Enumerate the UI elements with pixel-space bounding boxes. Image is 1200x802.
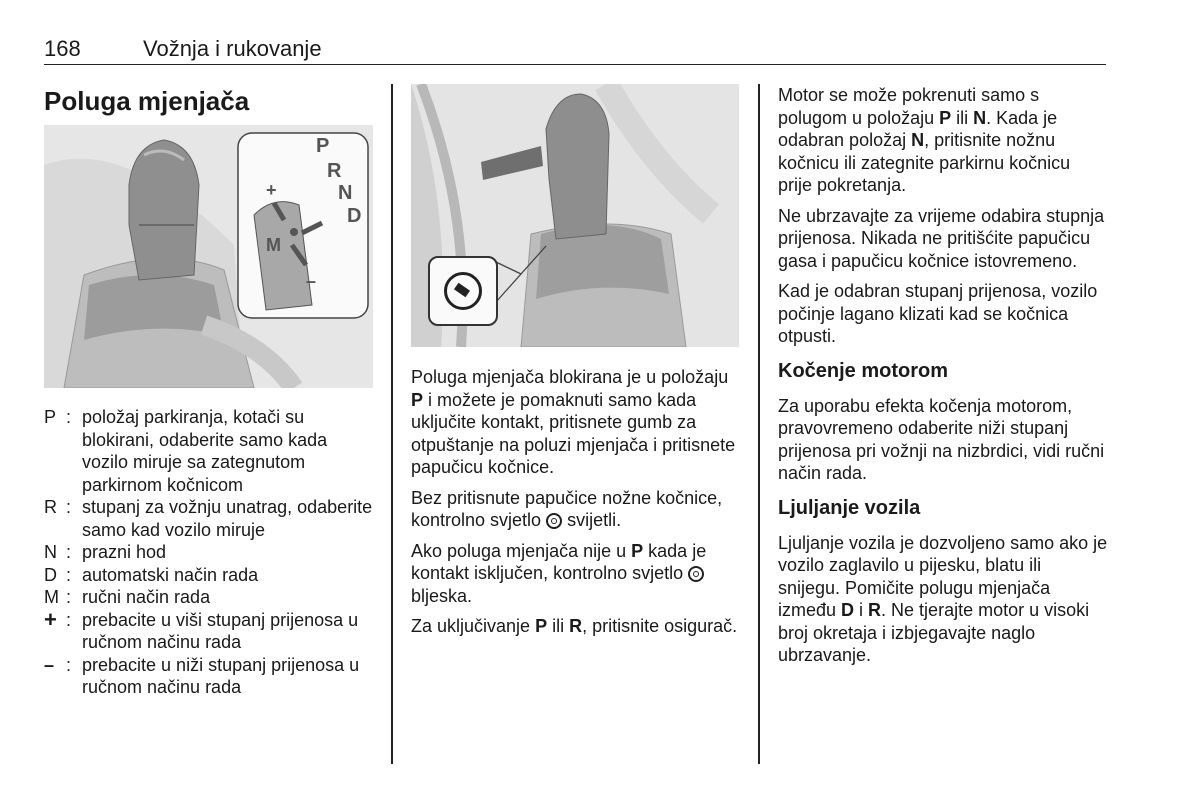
legend-text: ručni način rada xyxy=(82,587,211,607)
gear-position-legend xyxy=(44,406,374,699)
middle-column-text xyxy=(411,366,741,646)
brake-warning-icon xyxy=(428,256,498,326)
legend-key: R xyxy=(44,497,57,517)
legend-key: M xyxy=(44,587,59,607)
paragraph: Ne ubrzavajte za vrijeme odabira stupnja prijenosa. Nikada ne pritišćite papučicu gasa i papučicu kočnice istovremeno. xyxy=(778,205,1105,271)
legend-key: – xyxy=(44,654,55,675)
legend-text: automatski način rada xyxy=(82,564,259,585)
paragraph: Bez pritisnute papučice nožne kočnice, kontrolno svjetlo svijetli. xyxy=(411,487,723,530)
legend-item: + : prebacite u viši stupanj prijenosa u ručnom načinu rada xyxy=(44,609,374,654)
legend-item: – : prebacite u niži stupanj prijenosa u ručnom načinu rada xyxy=(44,654,374,699)
legend-text: prazni hod xyxy=(82,542,167,562)
gear-lever-figure xyxy=(44,125,373,388)
legend-item: R : stupanj za vožnju unatrag, odaberite samo kad vozilo miruje xyxy=(44,497,373,540)
legend-text: prebacite u viši stupanj prijenosa u ručnom načinu rada xyxy=(82,609,359,652)
legend-key: N xyxy=(44,542,57,562)
paragraph: Za uključivanje P ili R, pritisnite osigurač. xyxy=(411,616,738,636)
paragraph: Za uporabu efekta kočenja motorom, pravovremeno odaberite niži stupanj prijenosa pri vožnji na nizbrdici, vidi ručni način rada. xyxy=(778,395,1105,483)
column-divider-right xyxy=(758,84,760,764)
paragraph: Poluga mjenjača blokirana je u položaju P i možete je pomaknuti samo kada uključite kontakt, pritisnete gumb za otpuštanje na poluzi mjenjača i pritisnete papučicu kočnice. xyxy=(411,367,736,477)
brake-indicator-icon xyxy=(688,566,704,582)
figure-label-m: M xyxy=(266,235,281,255)
legend-text: položaj parkiranja, kotači su blokirani, odaberite samo kada vozilo miruje sa zategnutom parkirnom kočnicom xyxy=(82,407,328,495)
legend-key: + xyxy=(44,606,57,632)
column-divider-left xyxy=(391,84,393,764)
figure-label-minus: – xyxy=(306,271,317,291)
section-title: Poluga mjenjača xyxy=(44,86,250,116)
legend-item: N : prazni hod xyxy=(44,541,374,564)
legend-key: P xyxy=(44,407,57,427)
legend-key: D xyxy=(44,564,57,585)
paragraph: Ako poluga mjenjača nije u P kada je kontakt isključen, kontrolno svjetlo bljeska. xyxy=(411,540,707,606)
subheading-engine-braking: Kočenje motorom xyxy=(778,359,949,382)
page-header xyxy=(44,34,1106,65)
page-number: 168 xyxy=(44,36,81,61)
paragraph: Kad je odabran stupanj prijenosa, vozilo počinje lagano klizati kad se kočnica otpusti. xyxy=(778,281,1098,346)
lever-release-figure xyxy=(411,84,739,347)
legend-text: prebacite u niži stupanj prijenosa u ručnom načinu rada xyxy=(82,654,360,697)
paragraph: Ljuljanje vozila je dozvoljeno samo ako je vozilo zaglavilo u pijesku, blatu ili snijegu. Pomičite polugu mjenjača između D i R. Ne tjerajte motor u visoki broj okretaja i izbjegavajte naglo ubrzavanje. xyxy=(778,532,1108,665)
chapter-title: Vožnja i rukovanje xyxy=(143,36,322,61)
subheading-rocking-vehicle: Ljuljanje vozila xyxy=(778,496,921,519)
figure-label-d: D xyxy=(347,205,362,227)
legend-item: P : položaj parkiranja, kotači su blokirani, odaberite samo kada vozilo miruje sa zategnutom parkirnom kočnicom xyxy=(44,406,374,496)
figure-label-plus: + xyxy=(266,180,277,200)
legend-item: M : ručni način rada xyxy=(44,586,374,609)
figure-label-n: N xyxy=(338,182,353,204)
brake-indicator-icon xyxy=(546,513,562,529)
figure-label-p: P xyxy=(316,135,330,157)
figure-label-r: R xyxy=(327,160,342,182)
legend-text: stupanj za vožnju unatrag, odaberite samo kad vozilo miruje xyxy=(82,497,373,540)
right-column-text xyxy=(778,84,1108,675)
paragraph: Motor se može pokrenuti samo s polugom u položaju P ili N. Kada je odabran položaj N, pritisnite nožnu kočnicu ili zategnite parkirnu kočnicu prije pokretanja. xyxy=(778,85,1071,195)
legend-item: D : automatski način rada xyxy=(44,564,374,587)
